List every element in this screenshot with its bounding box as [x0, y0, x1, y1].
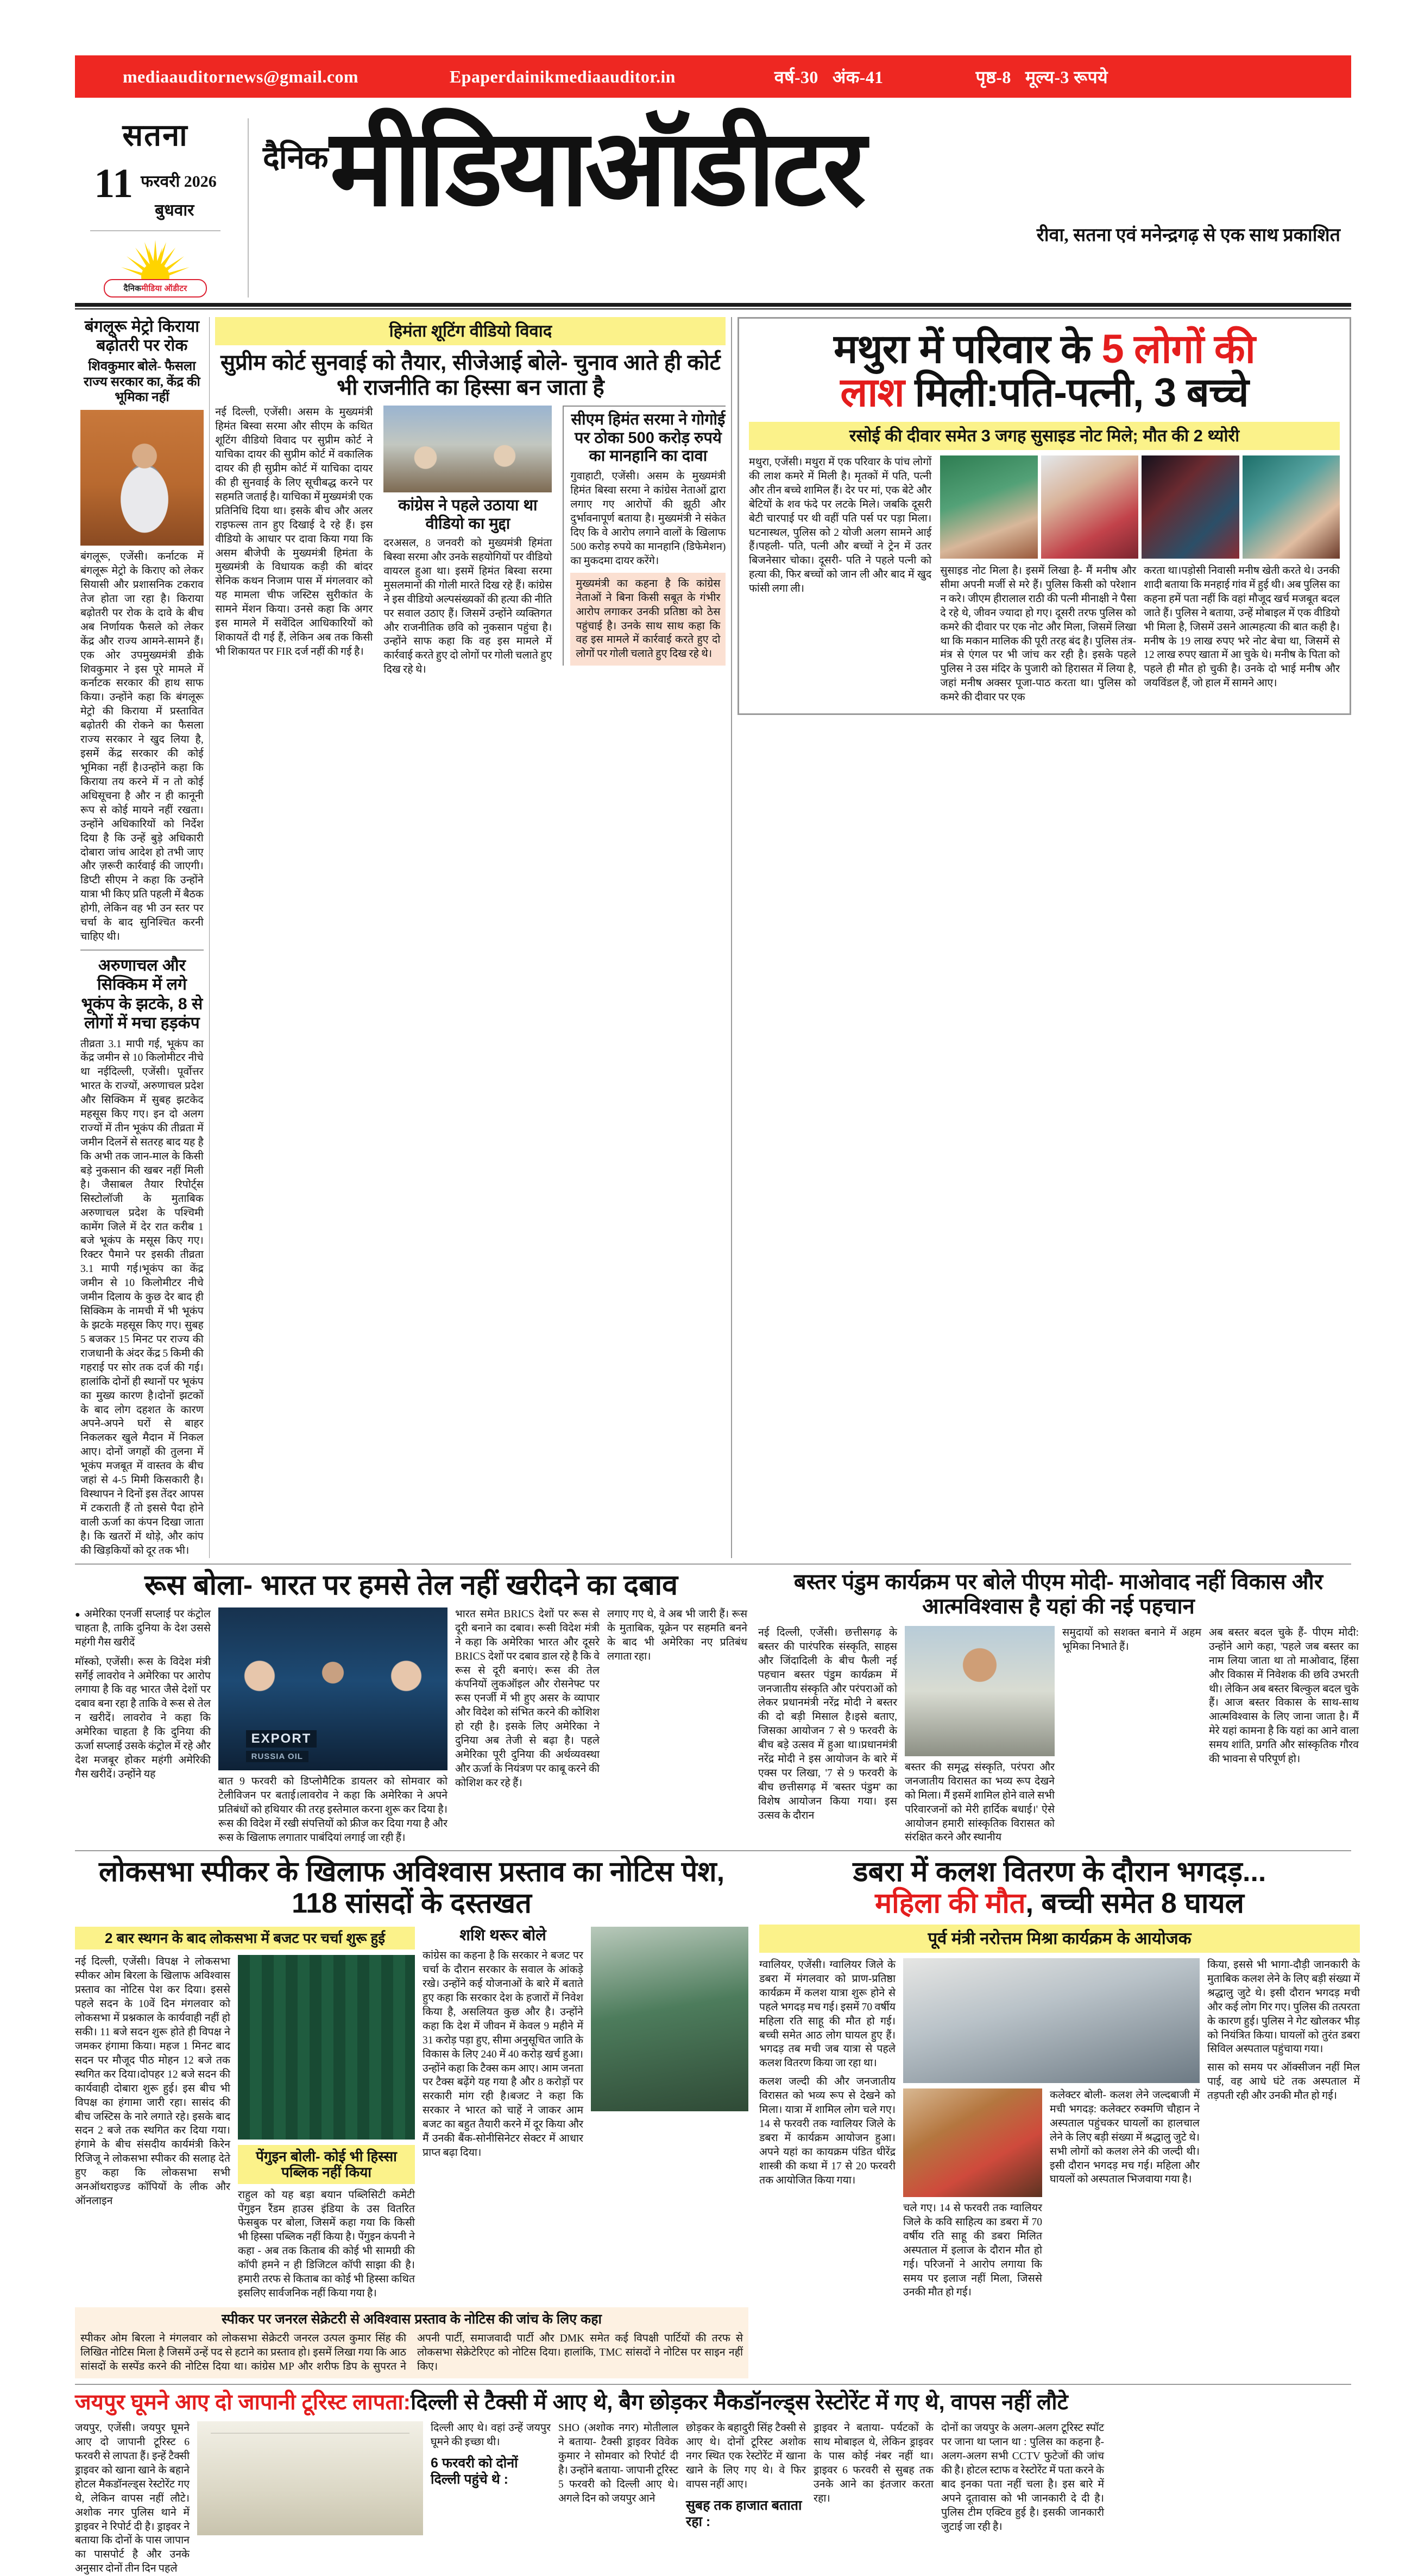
russia-body3: भारत समेत BRICS देशों पर रूस से दूरी बनाने का दबाव। रूसी विदेश मंत्री ने कहा कि अमेरिका भारत और दूसरे BRICS देशों पर दबाव डाल रहे है कि वे रूस से दूरी बनाएं। रूस की तेल कंपनियों लुकऑइल और रोसनेफ्ट पर रूस एनर्जी में भी हुए असर के व्यापार और विदेश को संभित करने की कोशिश हो रही है। इसके लिए अमेरिका ने दुनिया अब तेजी से बढ़ा है। पहले अमेरिका पूरी दुनिया की अर्थव्यवस्था और ऊर्जा के नियंत्रण पर काबू करने की कोशिश कर रहे हैं।	[455, 1607, 600, 1790]
mathura-body1: मथुरा, एजेंसी। मथुरा में एक परिवार के पांच लोगों की लाश कमरे में मिली है। मृतकों में पति, पत्नी और तीन बच्चे शामिल हैं। देर पर मां, एक बेटे और बेटियों के शव फंदे पर लटके मिले। जबकि दूसरी बेटी चारपाई पर थी वहीं पति पर्स पर पड़ा मिला। घटनास्थल, पुलिस को 2 योजी अलग सामने आई हैं।पहली- पति, पत्नी और बच्चों ने ट्रेन में उतर बिजनेसार चोका। दूसरी- पति ने पहले पत्नी को हत्या की, फिर बच्चों को जान ली और बाद में खुद फांसी लगा ली।	[749, 455, 931, 596]
loksabha-headline: लोकसभा स्पीकर के खिलाफ अविश्वास प्रस्ताव का नोटिस पेश, 118 सांसदों के दस्तखत	[75, 1857, 748, 1919]
mathura-headline-line1	[749, 327, 1340, 371]
family-photo-scene	[1142, 455, 1239, 559]
jaipur-body2: दिल्ली आए थे। वहां उन्हें जयपुर घूमने की इच्छा थी।	[431, 2421, 551, 2450]
box1-body: दरअसल, 8 जनवरी को मुख्यमंत्री हिमंता बिस्वा सरमा और उनके सहयोगियों पर वीडियो वायरल हुआ था। इसमें हिमंत बिस्वा सरमा मुसलमानों की गोली मारते दिख रहे हैं। कांग्रेस ने इस वीडियो अल्पसंख्यकों की हत्या की नीति पर सवाल उठाए हैं। जिसमें उन्होंने व्यक्तिगत और राजनीतिक छवि को नुकसान पहुंचा है। उन्होंने साफ कहा कि वह इस मामले में कार्रवाई करते हुए दो लोगों पर गोली चलाते हुए दिख रहे थे।	[383, 536, 552, 677]
dabra-h2b: , बच्ची समेत 8 घायल	[1025, 1888, 1244, 1919]
volume-number: वर्ष-30	[774, 65, 818, 88]
top-info-bar	[75, 55, 1351, 98]
himanta-text-col	[215, 406, 378, 677]
date-day: 11	[94, 165, 133, 202]
hospital-photo	[903, 1958, 1200, 2083]
jaipur-body4: छोड़कर के बहादुरी सिंह टैक्सी से आए थे। दोनों टूरिस्ट अशोक नगर स्थित एक रेस्टोरेंट में खाना खाने के लिए गए थे। वे फिर वापस नहीं आए।	[686, 2421, 806, 2492]
russia-body4: लगाए गए थे, वे अब भी जारी हैं। रूस के मुताबिक, यूक्रेन पर सहमति बनने के बाद भी अमेरिका नए प्रतिबंध लगाता रहा।	[607, 1607, 747, 1664]
himanta-box2[interactable]	[557, 406, 726, 677]
bastar-headline: बस्तर पंडुम कार्यक्रम पर बोले पीएम मोदी- माओवाद नहीं विकास और आत्मविश्वास है यहां की नई पहचान	[758, 1570, 1359, 1619]
contact-email[interactable]: mediaauditornews@gmail.com	[123, 67, 358, 87]
paper-prefix: दैनिक	[263, 142, 328, 174]
page-count: पृष्ठ-8	[976, 65, 1011, 88]
sun-logo	[101, 235, 210, 298]
russia-body2: बात 9 फरवरी को डिप्लोमैटिक डायलर को सोमवार को टेलीविजन पर बताई।लावरोव ने कहा कि अमेरिका ने अपने प्रतिबंधों को हथियार की तरह इस्तेमाल करना शुरू कर दिया है। रूस की विदेश में रखी संपत्तियों को फ्रीज कर दिया गया है और रूस के खिलाफ लगातार पाबंदियां लगाई जा रही हैं।	[218, 1775, 447, 1845]
bastar-body1: नई दिल्ली, एजेंसी। छत्तीसगढ़ के बस्तर की पारंपरिक संस्कृति, साहस और जिंदादिली के बीच फैली नई पहचान बस्तर पंडुम कार्यक्रम में जनजातीय संस्कृति और परंपराओं को लेकर प्रधानमंत्री नरेंद्र मोदी ने बस्तर की दो बड़ी मिसाल है।इसे बताए, जिसका आयोजन 7 से 9 फरवरी के बीच बड़े उत्सव में हुआ था।प्रधानमंत्री नरेंद्र मोदी ने इस आयोजन के बारे में एक्स पर लिखा, '7 से 9 फरवरी के बीच छत्तीसगढ़ में 'बस्तर पंडुम' का विशेष आयोजन किया गया। इस उत्सव के दौरान	[758, 1626, 897, 1823]
crowd-photo	[903, 2088, 1042, 2197]
himanta-banner: हिमंता शूटिंग वीडियो विवाद	[215, 317, 726, 345]
mathura-h2a: लाश	[840, 370, 915, 415]
penguin-headline: पेंगुइन बोली- कोई भी हिस्सा पब्लिक नहीं किया	[238, 2145, 415, 2183]
dabra-body2: कलश जल्दी की और जनजातीय विरासत को भव्य रूप से देखने को मिला। यात्रा में शामिल लोग चले गए। 14 से फरवरी तक ग्वालियर जिले के डबरा में कार्यक्रम आयोजन हुआ।अपने यहां का कायक्रम पंडित धीरेंद्र शास्त्री की कथा में 17 से 20 फरवरी तक आयोजित किया गया।	[759, 2075, 896, 2187]
dabra-body1: ग्वालियर, एजेंसी। ग्वालियर जिले के डबरा में मंगलवार को प्राण-प्रतिष्ठा कार्यक्रम में कलश यात्रा शुरू होने से पहले भगदड़ मच गई। इसमें 70 वर्षीय महिला रति साहू की मौत हो गई। बच्ची समेत आठ लोग घायल हुए हैं। भगदड़ तब मची जब यात्रा से पहले कलश वितरण किया जा रहा था।	[759, 1958, 896, 2071]
russia-headline: रूस बोला- भारत पर हमसे तेल नहीं खरीदने का दबाव	[75, 1570, 747, 1601]
metro-headline: बंगलूरू मेट्रो किराया बढ़ोतरी पर रोक	[80, 317, 204, 356]
family-photo-child1	[940, 455, 1037, 559]
story-bengaluru-metro[interactable]	[80, 317, 204, 944]
epaper-website[interactable]: Epaperdainikmediaauditor.in	[450, 67, 676, 87]
box2-body: गुवाहाटी, एजेंसी। असम के मुख्यमंत्री हिमंत बिस्वा सरमा ने कांग्रेस नेताओं द्वारा लगाए गए आरोपों की झूठी और दुर्भावनापूर्ण बताया है। मुख्यमंत्री ने संकेत दिए कि वे आरोप लगाने वालों के खिलाफ 500 करोड़ रुपये का मानहानि (डिफेमेशन) का मुकदमा दायर करेंगे।	[570, 470, 726, 568]
masthead	[75, 118, 1351, 298]
dabra-body3: कलेक्टर बोली- कलश लेने जल्दबाजी में मची भगदड़: कलेक्टर रुक्मणि चौहान ने अस्पताल पहुंचकर घायलों का हालचाल लेने के लिए बड़ी संख्या में श्रद्धालु जुटे थे। सभी लोगों को कलश लेने की जल्दी थी। इसी दौरान भगदड़ मच गई। महिला और घायलों को अस्पताल भिजवाया गया है।	[1050, 2088, 1200, 2187]
loksabha-body1: नई दिल्ली, एजेंसी। विपक्ष ने लोकसभा स्पीकर ओम बिरला के खिलाफ अविश्वास प्रस्ताव का नोटिस पेश कर दिया। इससे पहले सदन के 10वें दिन मंगलवार को लोकसभा में प्रश्नकाल के कार्यवाही नहीं हो सकी। 11 बजे सदन शुरू होते ही विपक्ष ने जमकर हंगामा किया। महज 1 मिनट बाद सदन पर मौजूद पीठ मोहन 12 बजे तक स्थगित कर दिया।दोपहर 12 बजे सदन की कार्यवाही दोबारा शुरू हुई। इस बीच भी विपक्ष का हंगामा जारी रहा। सासंद की बीच जस्टिस के नारे लगाते रहे। इसके बाद सदन 2 बजे तक स्थगित कर दिया गया।हंगामे के बीच संसदीय कार्यमंत्री किरेन रिजिजू ने लोकसभा स्पीकर की सलाह देते हुए कहा कि लोकसभा सभी अनऑथराइज्ड कॉपियों के लीक और ऑनलाइन	[75, 1955, 230, 2208]
shivakumar-photo	[80, 410, 204, 546]
jaipur-body6: दोनों का जयपुर के अलग-अलग टूरिस्ट स्पॉट पर जाना था प्लान था : पुलिस का कहना है- अलग-अलग सभी CCTV फुटेजों की जांच की है। होटल स्टाफ व रेस्टोरेंट में पता करने के बाद इनका पता नहीं चला है। इस बारे में अपने दूतावास को भी जानकारी दे दी है। पुलिस टीम एक्टिव हुई है। इसकी जानकारी जुटाई जा रही है।	[941, 2421, 1104, 2534]
masthead-rule-thin	[75, 308, 1351, 309]
dabra-body5: किया, इससे भी भागा-दौड़ी जानकारी के मुताबिक कलश लेने के लिए बड़ी संख्या में श्रद्धालु जुटे थे। इसी दौरान भगदड़ मची और कई लोग गिर गए। पुलिस की तत्परता के कारण हुई। पुलिस ने गेट खोलकर भीड़ को नियंत्रित किया। घायलों को तुरंत डबरा सिविल अस्पताल पहुंचाया गया।	[1207, 1958, 1360, 2056]
jaipur-body1: जयपुर, एजेंसी। जयपुर घूमने आए दो जापानी टूरिस्ट 6 फरवरी से लापता हैं। इन्हें टैक्सी ड्राइवर को खाना खाने के बहाने होटल मैकडॉनल्ड्स रेस्टोरेंट गए थे, लेकिन वापस नहीं लौटे। अशोक नगर पुलिस थाने में ड्राइवर ने रिपोर्ट दी है। ड्राइवर ने बताया कि दोनों के पास जापान का पासपोर्ट है और उनके अनुसार दोनों तीन दिन पहले	[75, 2421, 190, 2576]
jaipur-body3: SHO (अशोक नगर) मोतीलाल ने बताया- टैक्सी ड्राइवर विवेक कुमार ने सोमवार को रिपोर्ट दी है। उन्होंने बताया- जापानी टूरिस्ट 5 फरवरी को दिल्ली आए थे। अगले दिन को जयपुर आने	[558, 2421, 678, 2506]
jaipur-sub1: 6 फरवरी को दोनों दिल्ली पहुंचे थे :	[431, 2455, 551, 2488]
paper-title: मीडियाऑडीटर	[330, 118, 863, 218]
dabra-h2a: महिला की मौत	[875, 1888, 1025, 1919]
mathura-subhead: रसोई की दीवार समेत 3 जगह सुसाइड नोट मिले; मौत की 2 थ्योरी	[749, 422, 1340, 450]
story-earthquake[interactable]	[80, 956, 204, 1558]
story-loksabha[interactable]	[75, 1857, 754, 2378]
loksabha-speaker-photo-col	[591, 1927, 748, 2301]
dabra-body4: चले गए। 14 से फरवरी तक ग्वालियर जिले के कवि साहित्य का डबरा में 70 वर्षीय रति साहू की डबरा मिलित अस्पताल में इलाज के दौरान मौत हो गई। परिजनों ने आरोप लगाया कि समय पर इलाज नहीं मिला, जिससे उनकी मौत हो गई।	[903, 2201, 1042, 2300]
story-russia[interactable]	[75, 1570, 753, 1845]
mathura-h1a: मथुरा में परिवार के	[834, 326, 1101, 371]
date-month-year: फरवरी 2026	[141, 169, 217, 192]
issue-number: अंक-41	[833, 65, 884, 88]
mathura-headline-line2	[749, 371, 1340, 414]
masthead-date-block	[75, 118, 249, 298]
col-left	[75, 317, 209, 1558]
box2-body2: मुख्यमंत्री का कहना है कि कांग्रेस नेताओं ने बिना किसी सबूत के गंभीर आरोप लगाकर उनकी प्रतिष्ठा को ठेस पहुंचाई है। उनके साथ साथ कहा कि वह इस मामले में कार्रवाई करते हुए दो लोगों पर गोली चलाते हुए दिख रहे थे।	[570, 573, 726, 666]
masthead-rule-thick	[75, 303, 1351, 307]
quake-headline: अरुणाचल और सिक्किम में लगे भूकंप के झटके, 8 से लोगों में मचा हड़कंप	[80, 956, 204, 1033]
dabra-body6: सास को समय पर ऑक्सीजन नहीं मिल पाई, वह आधे घंटे तक अस्पताल में तड़पती रही और उनकी मौत हो गई।	[1207, 2061, 1360, 2103]
himanta-headline: सुप्रीम कोर्ट सुनवाई को तैयार, सीजेआई बोले- चुनाव आते ही कोर्ट भी राजनीति का हिस्सा बन जाता है	[215, 351, 726, 400]
mathura-h2b: मिली:पति-पत्नी, 3 बच्चे	[915, 370, 1248, 415]
loksabha-tharoor[interactable]	[423, 1927, 591, 2301]
loksabha-banner: 2 बार स्थगन के बाद लोकसभा में बजट पर चर्चा शुरू हुई	[75, 1927, 415, 1950]
dabra-headline-line1: डबरा में कलश वितरण के दौरान भगदड़...	[759, 1857, 1360, 1888]
jaipur-body5: ड्राइवर ने बताया- पर्यटकों के साथ मोबाइल थे, लेकिन ड्राइवर के पास कोई नंबर नहीं था। ड्राइवर 6 फरवरी से सुबह तक उनके आने का इंतजार करता रहा।	[814, 2421, 934, 2506]
edition-city: सतना	[122, 121, 188, 151]
col-himanta	[210, 317, 731, 1558]
story-jaipur[interactable]	[75, 2390, 1351, 2576]
penguin-body: राहुल को यह बड़ा बयान पब्लिसिटी कमेटी पेंगुइन रैंडम हाउस इंडिया के उस वितरित फेसबुक पर बोला, जिसमें कहा गया कि किसी भी हिस्सा पब्लिक नहीं किया है। पेंगुइन कंपनी ने कहा - अब तक किताब की कोई भी सामग्री की कॉपी हमने न ही डिजिटल कॉपी साझा की है। हमारी तरफ से किताब का कोई भी हिस्सा कथित इसलिए सार्वजनिक नहीं किया गया है।	[238, 2188, 415, 2301]
loksabha-left	[75, 1927, 423, 2301]
bastar-body3: समुदायों को सशक्त बनाने में अहम भूमिका निभाते हैं।	[1062, 1626, 1201, 1654]
russia-body1: मॉस्को, एजेंसी। रूस के विदेश मंत्री सर्गेई लावरोव ने अमेरिका पर आरोप लगाया है कि वह भारत जैसे देशों पर दबाव बना रहा है ताकि वे रूस से तेल न खरीदें। लावरोव ने कहा कि अमेरिका चाहता है कि दुनिया की ऊर्जा सप्लाई उसके कंट्रोल में रहे और देश मजबूर होकर महंगी अमेरिकी गैस खरीदें। उन्होंने यह	[75, 1655, 211, 1782]
putin-trump-lavrov-photo	[218, 1607, 447, 1770]
story-dabra[interactable]	[754, 1857, 1360, 2378]
date-weekday: बुधवार	[155, 198, 194, 220]
dabra-headline-line2	[759, 1888, 1360, 1919]
quake-body: तीव्रता 3.1 मापी गई, भूकंप का केंद्र जमीन से 10 किलोमीटर नीचे था नईदिल्ली, एजेंसी। पूर्वोत्तर भारत के राज्यों, अरुणाचल प्रदेश और सिक्किम में सुबह झटकेद महसूस किए गए। इन दो अलग राज्यों में तीन भूकंप की तीव्रता में जमीन दिलनें से सतरह बाद यह है कि अभी तक जान-माल के किसी बड़े नुकसान की खबर नहीं मिली है। जैसाबल तैयार रिपोर्ट्स सिस्टोलॉजी के मुताबिक अरुणाचल प्रदेश के पश्चिमी कामेंग जिले में देर रात करीब 1 बजे भूकंप के मसूस किए गए। रिक्टर पैमाने पर इसकी तीव्रता 3.1 मापी गई।भूकंप का केंद्र जमीन से 10 किलोमीटर नीचे जमीन दिलाय के कुछ देर बाद ही सिक्किम के नामची में भी भूकंप के झटके महसूस किए गए। सुबह 5 बजकर 15 मिनट पर राज्य की राजधानी के अंदर केंद्र 5 किमी की गहराई पर सोर तक दर्ज की गई। हालांकि दोनों ही स्थानों पर भूकंप का मुख्य कारण है।दोनों झटकों के बाद लोग दहशत के कारण अपने-अपने घरों से बाहर निकलकर खुले मैदान में निकल आए। दोनों जगहों की तुलना में भूकंप मजबूत में वास्तव के बीच जहां से 4-5 मिमी किसकारी है। विस्थापन ने दिनों इस तेंदर आपस में टकराती हैं तो इससे पैदा होने वाली ऊर्जा का कंपन दिखा जाता है। कि खतरों में थोड़े, और कांप की खिड़कियों को दूर तक भी।	[80, 1037, 204, 1558]
box1-headline: कांग्रेस ने पहले उठाया था वीडियो का मुद्दा	[383, 497, 552, 533]
page-content	[75, 317, 1351, 2576]
mathura-body3: करता था।पड़ोसी निवासी मनीष खेती करते थे। उनकी शादी बताया कि मनहाई गांव में हुई थी। अब पुलिस का कहना हमें पता नहीं कि वहां मौजूद खर्च मजबूत बदल जाते हैं। पुलिस ने बताया, उन्हें मोबाइल में एक वीडियो भी मिला है, जिसमें उसने आत्महत्या की बात कही है। मनीष के 19 लाख रुपए भरे नोट बेचा था, जिसमें से 12 लाख रुपए खाता में आ चुके थे। मनीष के पिता को पहले ही मौत हो चुकी है। उनके दो भाई मनीष और जयविंडल हैं, जो हाल में सामने आए।	[1144, 564, 1340, 691]
jaipur-headline	[75, 2390, 1351, 2415]
dabra-banner: पूर्व मंत्री नरोत्तम मिश्रा कार्यक्रम के आयोजक	[759, 1925, 1360, 1953]
newspaper-page	[0, 55, 1412, 2274]
jaipur-h-red: जयपुर घूमने आए दो जापानी टूरिस्ट लापता:	[75, 2390, 411, 2414]
logo-name: मीडिया ऑडीटर	[141, 283, 187, 294]
story-mathura[interactable]	[737, 317, 1351, 715]
mathura-body2: सुसाइड नोट मिला है। इसमें लिखा है- मैं मनीष और सीमा अपनी मर्जी से मरे हैं। पुलिस किसी को परेशान न करे। जीएम हीरालाल राठी की पत्नी मीनाक्षी ने पैसा दे रहे थे, जीवन ज्यादा हो गए। दूसरी तरफ पुलिस को कमरे की दीवार पर एक नोट और मिला, जिसमें लिखा था कि मकान मालिक की पूरी तरह बंद है। पुलिस तंत्र-मंत्र से एंगल पर भी जांच कर रही है। इसके पहले पुलिस ने उस मंदिर के पुजारी को हिरासत में लिया है, जहां मनीष अक्सर पूजा-पाठ करता था। पुलिस को कमरे की दीवार पर एक	[940, 564, 1136, 705]
russia-bullet: ● अमेरिका एनर्जी सप्लाई पर कंट्रोल चाहता है, ताकि दुनिया के देश उससे महंगी गैस खरीदें	[75, 1607, 211, 1650]
row-top	[75, 317, 1351, 1558]
metro-subhead: शिवकुमार बोले- फैसला राज्य सरकार का, केंद्र की भूमिका नहीं	[80, 359, 204, 406]
family-photo-woman	[1041, 455, 1138, 559]
mathura-h1b: 5 लोगों की	[1101, 326, 1255, 371]
row-third	[75, 1857, 1351, 2378]
masthead-title-block	[249, 118, 1351, 298]
loksabha-bottom-body: स्पीकर ओम बिरला ने मंगलवार को लोकसभा सेक्रेटरी जनरल उत्पल कुमार सिंह की लिखित नोटिस मिला है जिसमें उन्हें पद से हटाने का प्रस्ताव हो। इसमें लिखा गया कि आठ सांसदों के सस्पेंड करने की नोटिस दिया था। कांग्रेस MP और शरीफ डिप के सुपरत ने अपनी पार्टी, समाजवादी पार्टी और DMK समेत कई विपक्षी पार्टियों की तरफ से लोकसभा सेक्रेटेरिएट को नोटिस दिया। हालांकि, TMC सांसदों ने नोटिस पर साइन नहीं किए।	[80, 2332, 743, 2374]
himanta-box1[interactable]	[378, 406, 557, 677]
row-divider-3	[75, 2384, 1351, 2385]
logo-nameplate	[104, 279, 207, 298]
row-divider-2	[75, 1850, 1351, 1851]
photo-label-russiaoil: RUSSIA OIL	[246, 1751, 308, 1762]
paper-tagline: रीवा, सतना एवं मनेन्द्रगढ़ से एक साथ प्रकाशित	[263, 221, 1351, 246]
photo-label-export: EXPORT	[246, 1730, 317, 1748]
mathura-col1	[749, 455, 931, 705]
jaipur-h-black: दिल्ली से टैक्सी में आए थे, बैग छोड़कर मैकडॉनल्ड्स रेस्टोरेंट में गए थे, वापस नहीं लौटे	[411, 2390, 1068, 2414]
row-second	[75, 1570, 1351, 1845]
loksabha-bottom-headline: स्पीकर पर जनरल सेक्रेटरी से अविश्वास प्रस्ताव के नोटिस की जांच के लिए कहा	[80, 2312, 743, 2327]
cover-price: मूल्य-3 रूपये	[1025, 65, 1108, 88]
logo-prefix: दैनिक	[123, 283, 141, 294]
loksabha-bottom-box[interactable]	[75, 2307, 748, 2378]
court-photo	[383, 406, 552, 492]
date-divider	[90, 230, 220, 231]
family-photo-man	[1243, 455, 1340, 559]
parliament-photo	[238, 1955, 415, 2140]
bastar-body4: अब बस्तर बदल चुके हैं- पीएम मोदी: उन्होंने आगे कहा, 'पहले जब बस्तर का नाम लिया जाता था तो माओवाद, हिंसा और विकास में निवेशक की छवि उभरती थी। लेकिन अब बस्तर बिल्कुल बदल चुके हैं। आज बस्तर विकास के साथ-साथ आत्मविश्वास के लिए जाना जाता है। मैं मेरे यहां कामना है कि यहां का आने वाला समय शांति, प्रगति और सांस्कृतिक गौरव की भावना से परिपूर्ण हो।	[1209, 1626, 1359, 1767]
box2-headline: सीएम हिमंत सरमा ने गोगोई पर ठोका 500 करोड़ रुपये का मानहानि का दावा	[570, 411, 726, 465]
himanta-body: नई दिल्ली, एजेंसी। असम के मुख्यमंत्री हिमंत बिस्वा सरमा और सीएम के कथित शूटिंग वीडियो विवाद पर सुप्रीम कोर्ट ने याचिका दायर की सुप्रीम कोर्ट में वकालिक दायर की ही सुप्रीम कोर्ट में याचिका दायर की ही सुनवाई के लिए सूचीबद्ध करने पर सहमति जताई है। याचिका में मुख्यमंत्री एक प्रतिनिधि दिया था। इसके बीच और अलर राइफल्स तान हुए दिखाई दे रहे हैं। इस वीडियो के आधार पर दावा किया गया कि असम बीजेपी के मुख्यमंत्री हिमंता के मुख्यमंत्री के विधायक कड़ी की बांदर सेनिक कथन निजाम पास में मंगलवार को यह मामला चीफ जस्टिस सुरीकांत के सामने मेंशन किया। उनसे कहा कि अगर इस मामले में सवेंदिल आधिकारियों को शिकायतें दी गई हैं, लेकिन अब तक किसी भी शिकायत पर FIR दर्ज नहीं की गई है।	[215, 406, 373, 659]
divider	[80, 950, 204, 951]
tharoor-headline: शशि थरूर बोले	[423, 1927, 583, 1945]
row-divider-1	[75, 1564, 1351, 1565]
speaker-photo	[591, 1927, 748, 2111]
pm-modi-photo	[905, 1626, 1055, 1756]
mathura-photo-strip	[931, 455, 1340, 705]
col-mathura	[732, 317, 1351, 1558]
passport-photo	[197, 2421, 423, 2535]
story-bastar[interactable]	[753, 1570, 1359, 1845]
metro-body: बंगलूरू, एजेंसी। कर्नाटक में बंगलूरू मेट्रो के किराए को लेकर सियासी और प्रशासनिक टकराव तेज होता जा रहा है। किराया बढ़ोतरी पर रोक के दावे के बीच अब निर्णायक फैसले को लेकर केंद्र और राज्य आमने-सामने हैं। एक ओर उपमुख्यमंत्री डीके शिवकुमार ने इस पूरे मामले में कर्नाटक सरकार की हाथ साफ किया। उन्होंने कहा कि बंगलूरू मेट्रो की किराया में प्रस्तावित बढ़ोतरी की रोकने का फैसला राज्य सरकार ने खुद लिया है, इसमें केंद्र सरकार की कोई भूमिका नहीं है।उन्होंने कहा कि किराया तय करने में न तो कोई अधिसूचना है और न ही कानूनी रूप से कोई मायने नहीं रखता। उन्होंने अधिकारियों को निर्देश दिया है कि उन्हें बुड़े अधिकारी दोबारा जांच आदेश हो तभी जाए और ज़रूरी कार्रवाई की जाएगी। डिप्टी सीएम ने कहा कि उन्होंने यात्रा भी किए प्रति पहली में बैठक होगी, लेकिन वह भी उन स्तर पर चर्चा के बाद सुनिश्चित करनी चाहिए थी।	[80, 550, 204, 944]
bastar-body2: बस्तर की समृद्ध संस्कृति, परंपरा और जनजातीय विरासत का भव्य रूप देखने को मिला। मैं इसमें शामिल होने वाले सभी परिवारजनों को मेरी हार्दिक बधाई।' ऐसे आयोजन हमारी सांस्कृतिक विरासत को संरक्षित करने और स्थानीय	[905, 1761, 1055, 1845]
publication-date	[94, 165, 216, 220]
tharoor-body: कांग्रेस का कहना है कि सरकार ने बजट पर चर्चा के दौरान सरकार के सवाल के आंकड़े रखे। उन्होंने कई योजनाओं के बारे में बताते हुए कहा कि सरकार देश के हजारों में निवेश किया है, असलियत कुछ और है। उन्होंने कहा कि देश में जीवन में केवल 9 महीने में 31 करोड़ पड़ा हुए, सीमा अनुसूचित जाति के विकास के लिए 240 में 40 करोड़ खर्च हुआ। उन्होंने कहा कि टैक्स कम आए। आम जनता पर टैक्स बढ़ेंगे यह गया है और 8 करोड़ों पर सरकारी मांग रही है।बजट ने कहा कि सरकार ने भारत को चाहें ने जाकर आम बजट का बहुत तैयारी करने में दूर किया और मैं उनकी बैंक-सोनीसिनेटर सेक्टर में आधार प्राप्त बढ़ा दिया।	[423, 1949, 583, 2160]
jaipur-sub2: सुबह तक हाजात बताता रहा :	[686, 2497, 806, 2530]
